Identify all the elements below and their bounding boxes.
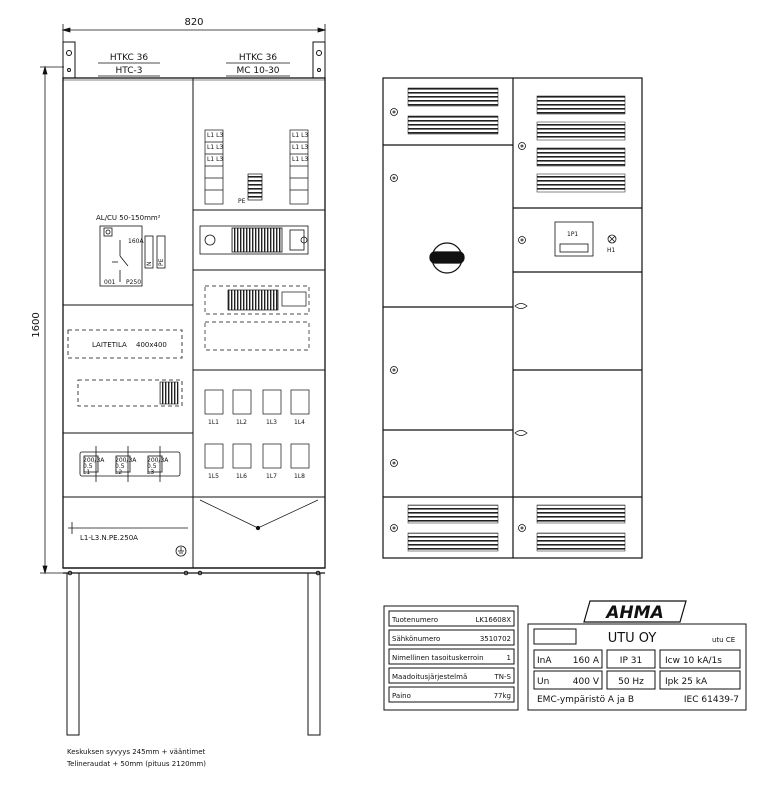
fuse-2-line-b: L2 [115, 469, 123, 476]
pe-center-label: PE [238, 198, 246, 205]
fuse-2-line-a: 0.5 [115, 463, 125, 470]
un-key: Un [537, 677, 550, 687]
row-1-value: LK16608X [475, 616, 511, 624]
breaker-8: 1L8 [294, 473, 305, 480]
standard-text: IEC 61439-7 [683, 695, 739, 705]
header-right-bottom: MC 10-30 [236, 66, 280, 76]
device-space-size: 400x400 [136, 341, 167, 349]
mcb-r-1: L1 L3 [292, 132, 309, 139]
note-2: Telineraudat + 50mm (pituus 2120mm) [67, 760, 206, 768]
manufacturer: UTU OY [607, 631, 657, 646]
front-view [63, 42, 325, 735]
pe-label: PE [158, 258, 165, 266]
ina-key: InA [537, 656, 552, 666]
breaker-7: 1L7 [266, 473, 277, 480]
breaker-6: 1L6 [236, 473, 247, 480]
header-left-top: HTKC 36 [109, 53, 149, 63]
fuse-bases [80, 446, 180, 482]
rcd-rail [205, 286, 309, 350]
row-1-label: Tuotenumero [392, 616, 438, 624]
header-left [98, 53, 160, 76]
row-5-label: Paino [392, 692, 411, 700]
un-value: 400 V [572, 677, 599, 687]
breaker-5: 1L5 [208, 473, 219, 480]
ip-value: IP 31 [619, 656, 643, 666]
breaker-2: 1L2 [236, 419, 247, 426]
row-5-value: 77kg [493, 692, 511, 700]
header-right-top: HTKC 36 [238, 53, 278, 63]
earth-icon [176, 546, 186, 556]
mcb-r-2: L1 L3 [292, 144, 309, 151]
row-3-value: 1 [506, 654, 511, 662]
row-4-value: TN-S [494, 673, 511, 681]
indicator-lamp-icon [608, 235, 616, 243]
fuse-1-line-b: L1 [83, 469, 91, 476]
mcb-l-2: L1 L3 [207, 144, 224, 151]
note-1: Keskuksen syvyys 245mm + vääntimet [67, 748, 206, 756]
ina-value: 160 A [572, 656, 599, 666]
busbar-label: L1-L3.N.PE.250A [80, 534, 138, 542]
fuse-2-rating: 200/3A [115, 457, 137, 464]
main-switch [96, 214, 165, 286]
fuse-3-line-a: 0.5 [147, 463, 157, 470]
icw-value: Icw 10 kA/1s [665, 656, 722, 666]
fuse-1-rating: 200/3A [83, 457, 105, 464]
mcb-l-1: L1 L3 [207, 132, 224, 139]
busbar [68, 522, 188, 534]
brand-name: AHMA [606, 603, 664, 623]
height-dimension [40, 67, 64, 573]
header-left-bottom: HTC-3 [115, 66, 143, 76]
height-label: 1600 [31, 312, 42, 338]
switch-code-2: P250 [126, 279, 142, 286]
mcb-modules [205, 130, 308, 204]
fuse-1-line-a: 0.5 [83, 463, 93, 470]
hz-value: 50 Hz [618, 677, 644, 687]
switch-code-1: 001 [104, 279, 116, 286]
device-space [68, 330, 182, 406]
mcb-r-3: L1 L3 [292, 156, 309, 163]
row-3-label: Nimellinen tasoituskerroin [392, 654, 484, 662]
row-2-label: Sähkönumero [392, 635, 441, 643]
energy-meter [555, 222, 593, 256]
row-4-label: Maadoitusjärjestelmä [392, 673, 468, 681]
breaker-3: 1L3 [266, 419, 277, 426]
switch-rating: 160A [128, 238, 144, 245]
fuse-3-line-b: L3 [147, 469, 155, 476]
device-space-label: LAITETILA [92, 341, 127, 349]
width-label: 820 [184, 17, 204, 28]
door-locks [391, 109, 526, 532]
breakers [200, 390, 318, 530]
cable-spec: AL/CU 50-150mm² [96, 214, 161, 222]
main-switch-handle-icon[interactable] [430, 243, 464, 273]
row-2-value: 3510702 [479, 635, 511, 643]
mcb-l-3: L1 L3 [207, 156, 224, 163]
lamp-label: H1 [607, 247, 616, 254]
emc-text: EMC-ympäristö A ja B [537, 695, 635, 705]
neutral-label: N [146, 261, 153, 266]
terminal-row [200, 226, 308, 254]
vent-grilles [408, 88, 625, 551]
fuse-3-rating: 200/3A [147, 457, 169, 464]
breaker-1: 1L1 [208, 419, 219, 426]
cert-marks: utu CE [712, 636, 736, 644]
header-right [226, 53, 290, 76]
meter-label: 1P1 [567, 231, 579, 238]
breaker-4: 1L4 [294, 419, 305, 426]
ipk-value: Ipk 25 kA [665, 677, 708, 687]
